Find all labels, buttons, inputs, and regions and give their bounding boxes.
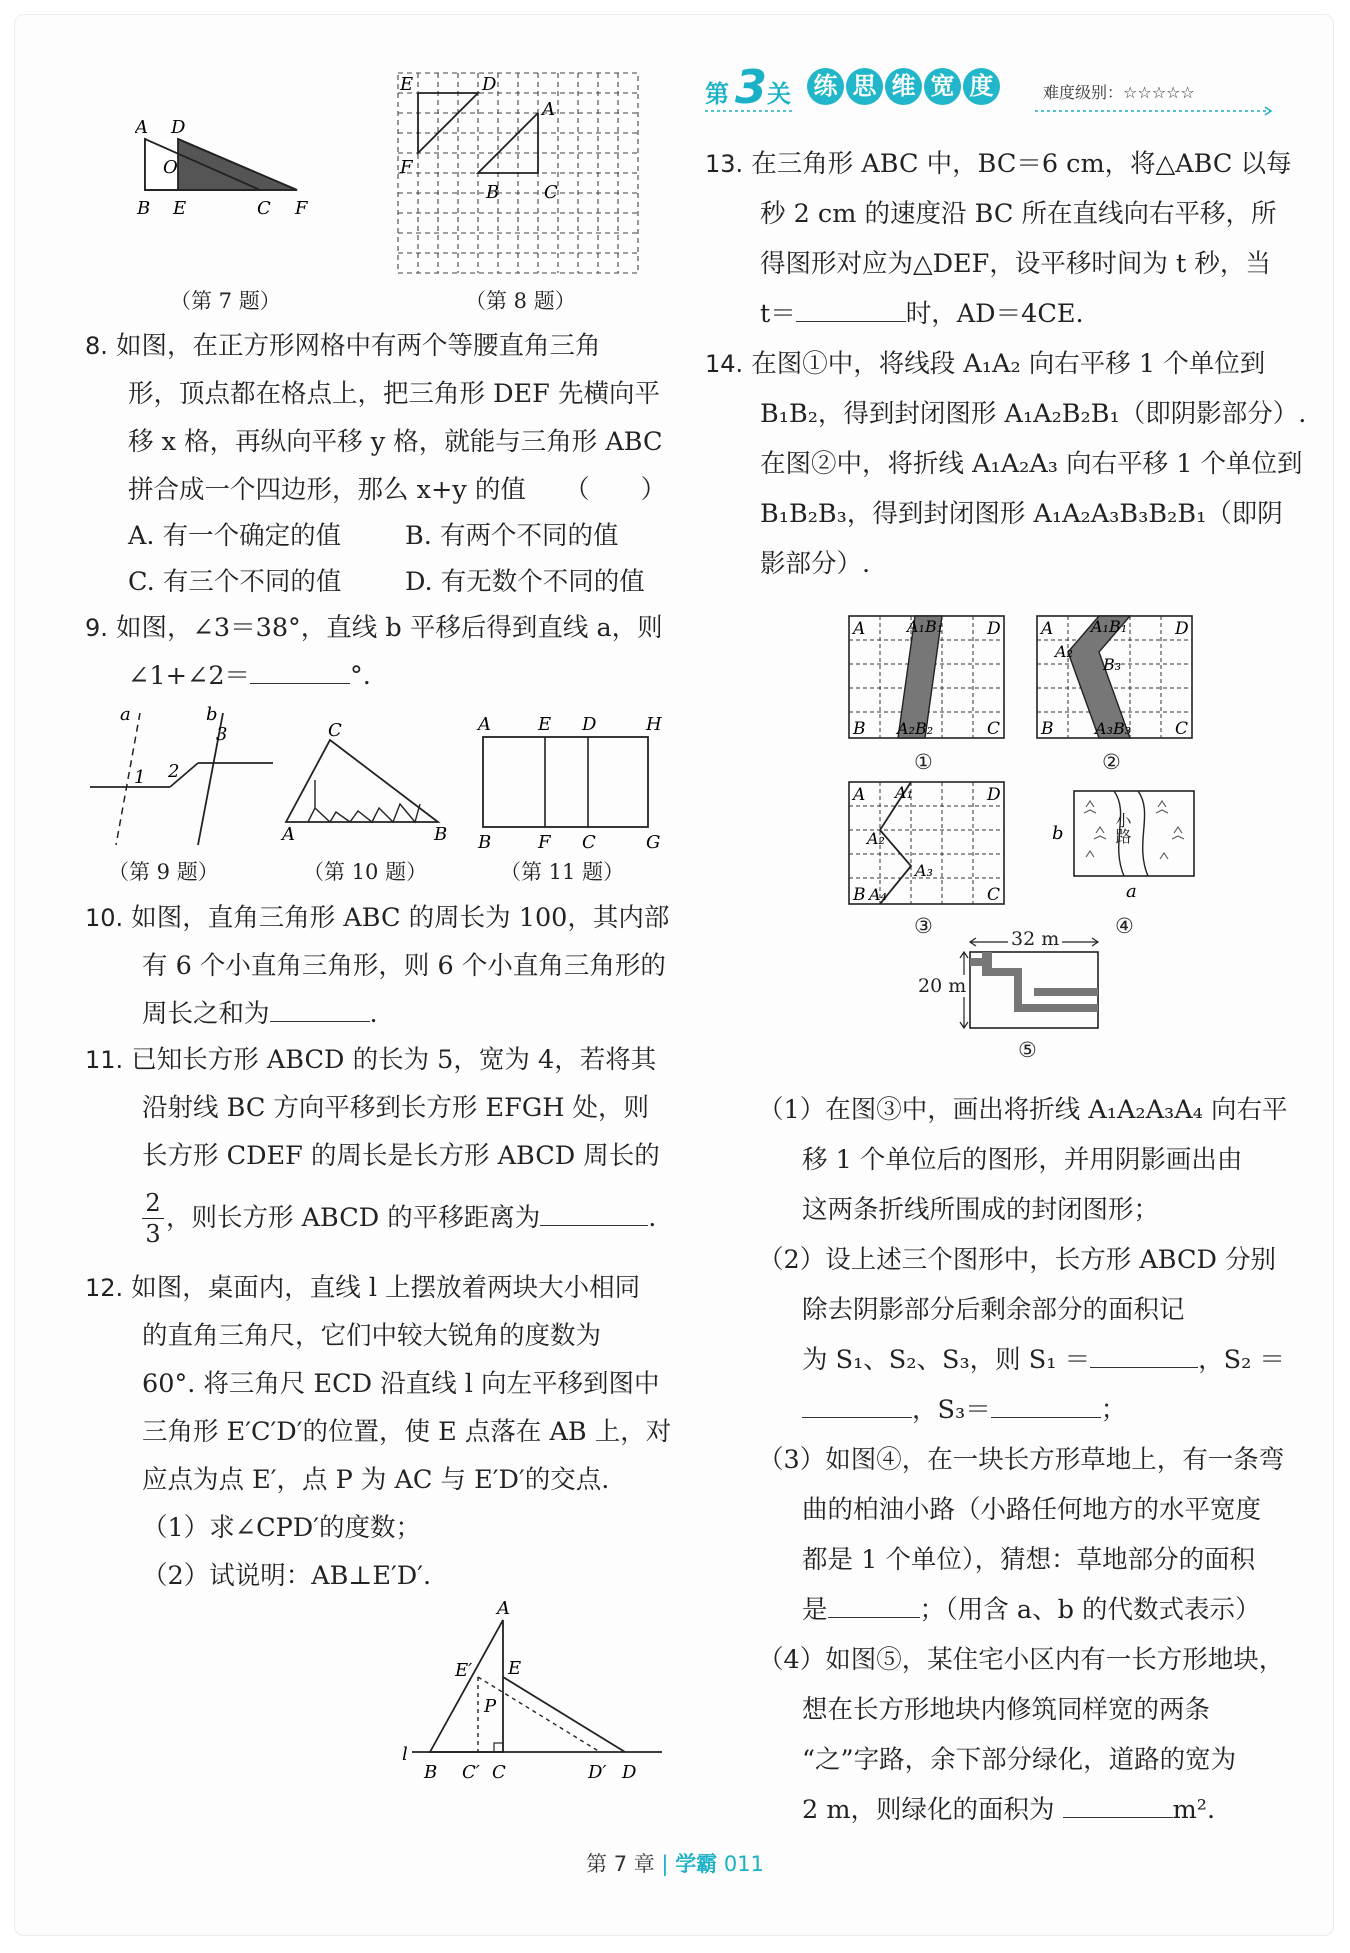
figure-q8 xyxy=(390,68,650,278)
s1-answer-blank[interactable] xyxy=(1090,1337,1198,1368)
caption-q10: （第 10 题） xyxy=(303,860,428,884)
svg-text:A: A xyxy=(853,785,866,805)
q12-line5: 应点为点 E′，点 P 为 AC 与 E′D′的交点. xyxy=(142,1465,610,1495)
svg-text:A₂B₂: A₂B₂ xyxy=(897,719,934,738)
svg-text:A₂: A₂ xyxy=(1055,642,1073,661)
svg-text:B: B xyxy=(137,198,151,219)
section-header xyxy=(705,60,1280,116)
q8-option-d: D. 有无数个不同的值 xyxy=(405,567,645,597)
svg-text:D: D xyxy=(482,74,497,95)
page-footer xyxy=(0,1848,1350,1878)
figure-14-2 xyxy=(1033,612,1198,742)
q14-sub2-line2: 除去阴影部分后剩余部分的面积记 xyxy=(802,1295,1185,1325)
svg-text:C′: C′ xyxy=(462,1762,480,1783)
q14-line2: B₁B₂，得到封闭图形 A₁A₂B₂B₁（即阴影部分）. xyxy=(760,399,1307,429)
figure-14-5-height: 20 m xyxy=(918,975,967,997)
q14-sub3-line2: 曲的柏油小路（小路任何地方的水平宽度 xyxy=(802,1495,1262,1525)
q14-sub4-line3: “之”字路，余下部分绿化，道路的宽为 xyxy=(802,1745,1237,1775)
svg-text:B: B xyxy=(853,719,866,739)
svg-text:D: D xyxy=(987,619,1001,639)
svg-text:D: D xyxy=(582,714,597,735)
svg-text:C: C xyxy=(1175,719,1189,739)
header-prefix: 第 xyxy=(705,80,729,108)
svg-text:B: B xyxy=(424,1762,438,1783)
svg-text:A: A xyxy=(478,714,491,735)
figure-14-1 xyxy=(845,612,1010,742)
title-char: 练 xyxy=(807,68,844,105)
svg-text:E: E xyxy=(538,714,552,735)
q10-answer-blank[interactable] xyxy=(270,991,370,1022)
svg-text:D: D xyxy=(622,1762,637,1783)
figure-14-3-label: ③ xyxy=(914,914,933,938)
figure-14-4-label: ④ xyxy=(1115,914,1134,938)
q8-option-c: C. 有三个不同的值 xyxy=(128,567,342,597)
svg-text:B: B xyxy=(434,824,448,842)
q14-sub1-line1: （1）在图③中，画出将折线 A₁A₂A₃A₄ 向右平 xyxy=(758,1095,1288,1125)
caption-q7: （第 7 题） xyxy=(170,289,281,313)
svg-text:B: B xyxy=(853,885,866,905)
figure-q11 xyxy=(470,712,670,852)
svg-text:B: B xyxy=(1041,719,1054,739)
q11-answer-blank[interactable] xyxy=(540,1195,648,1226)
footer-separator: | xyxy=(661,1852,669,1876)
title-char: 度 xyxy=(963,68,1000,105)
footer-chapter: 第 7 章 xyxy=(586,1852,655,1876)
figure-q7 xyxy=(135,115,335,225)
svg-text:C: C xyxy=(582,832,596,852)
svg-text:C: C xyxy=(328,722,342,741)
title-char: 宽 xyxy=(924,68,961,105)
q14-sub3-line1: （3）如图④，在一块长方形草地上，有一条弯 xyxy=(758,1445,1285,1475)
svg-text:D: D xyxy=(987,785,1001,805)
svg-text:A: A xyxy=(1041,619,1054,639)
svg-text:A: A xyxy=(135,117,148,138)
svg-text:A₁B₁: A₁B₁ xyxy=(1091,617,1128,636)
q14-sub2-line1: （2）设上述三个图形中，长方形 ABCD 分别 xyxy=(758,1245,1277,1275)
q10-line1: 10. 如图，直角三角形 ABC 的周长为 100，其内部 xyxy=(85,903,670,933)
svg-text:E: E xyxy=(400,74,414,95)
title-char: 维 xyxy=(885,68,922,105)
caption-q9: （第 9 题） xyxy=(108,860,219,884)
footer-brand: 学霸 xyxy=(675,1852,718,1876)
svg-text:A₃: A₃ xyxy=(915,861,933,880)
svg-text:C: C xyxy=(987,719,1001,739)
svg-text:D: D xyxy=(1175,619,1189,639)
q12-line1: 12. 如图，桌面内，直线 l 上摆放着两块大小相同 xyxy=(85,1273,641,1303)
q14-line1: 14. 在图①中，将线段 A₁A₂ 向右平移 1 个单位到 xyxy=(705,349,1266,379)
q14-sub2-line3: 为 S₁、S₂、S₃，则 S₁ ＝ ，S₂ ＝ xyxy=(802,1336,1285,1384)
q12-line4: 三角形 E′C′D′的位置，使 E 点落在 AB 上，对 xyxy=(142,1417,672,1447)
q8-line1: 8. 如图，在正方形网格中有两个等腰直角三角 xyxy=(85,331,601,361)
q10-line2: 有 6 个小直角三角形，则 6 个小直角三角形的 xyxy=(142,951,666,981)
q8-line4: 拼合成一个四边形，那么 x+y 的值 （ ） xyxy=(128,475,667,505)
svg-text:E: E xyxy=(508,1658,522,1679)
svg-text:C: C xyxy=(987,885,1001,905)
q10-line3: 周长之和为 . xyxy=(142,990,378,1038)
figure-14-5-width: 32 m xyxy=(1008,928,1062,950)
figure-14-1-label: ① xyxy=(914,750,933,774)
q9-line2: ∠1+∠2＝ °. xyxy=(128,652,371,700)
svg-text:C: C xyxy=(492,1762,506,1783)
q11-line1: 11. 已知长方形 ABCD 的长为 5，宽为 4，若将其 xyxy=(85,1045,657,1075)
q14-sub1-line3: 这两条折线所围成的封闭图形； xyxy=(802,1195,1160,1225)
svg-text:A₁: A₁ xyxy=(895,783,913,802)
q12-sub2: （2）试说明：AB⊥E′D′. xyxy=(142,1561,432,1591)
fraction-numerator: 2 xyxy=(142,1188,164,1219)
svg-text:2: 2 xyxy=(168,761,180,782)
q12-line3: 60°. 将三角尺 ECD 沿直线 l 向左平移到图中 xyxy=(142,1369,660,1399)
svg-text:a: a xyxy=(1126,881,1137,902)
svg-text:1: 1 xyxy=(134,767,146,788)
svg-text:E′: E′ xyxy=(455,1660,473,1681)
q13-answer-blank[interactable] xyxy=(796,291,906,322)
q14-sub1-line2: 移 1 个单位后的图形，并用阴影画出由 xyxy=(802,1145,1243,1175)
q14-line5: 影部分）. xyxy=(760,549,871,579)
q13-line1: 13. 在三角形 ABC 中，BC＝6 cm，将△ABC 以每 xyxy=(705,149,1292,179)
svg-text:B: B xyxy=(478,832,492,852)
svg-text:G: G xyxy=(646,832,661,852)
figure-14-2-label: ② xyxy=(1102,750,1121,774)
q14-sub4-line1: （4）如图⑤，某住宅小区内有一长方形地块， xyxy=(758,1645,1285,1675)
svg-text:l: l xyxy=(402,1744,408,1765)
figure-14-5-label: ⑤ xyxy=(1018,1038,1037,1062)
q12-line2: 的直角三角尺，它们中较大锐角的度数为 xyxy=(142,1321,602,1351)
svg-text:A: A xyxy=(853,619,866,639)
svg-text:F: F xyxy=(538,832,551,852)
q13-line2: 秒 2 cm 的速度沿 BC 所在直线向右平移，所 xyxy=(760,199,1277,229)
svg-text:C: C xyxy=(257,198,271,219)
svg-text:b: b xyxy=(1052,823,1064,844)
figure-q10 xyxy=(278,722,458,842)
difficulty-label: 难度级别：☆☆☆☆☆ xyxy=(1043,83,1195,102)
q8-option-b: B. 有两个不同的值 xyxy=(405,521,619,551)
fraction-denominator: 3 xyxy=(145,1220,161,1248)
caption-q11: （第 11 题） xyxy=(500,860,625,884)
figure-14-3 xyxy=(845,778,1010,908)
header-suffix: 关 xyxy=(767,80,791,108)
svg-text:B: B xyxy=(486,182,500,203)
q14-line4: B₁B₂B₃，得到封闭图形 A₁A₂A₃B₃B₂B₁（即阴 xyxy=(760,499,1283,529)
svg-text:O: O xyxy=(163,157,178,178)
q9-line1: 9. 如图，∠3＝38°，直线 b 平移后得到直线 a，则 xyxy=(85,613,663,643)
q12-sub1: （1）求∠CPD′的度数； xyxy=(142,1513,421,1543)
s3-answer-blank[interactable] xyxy=(991,1387,1101,1418)
svg-text:A₄: A₄ xyxy=(869,885,887,904)
q14-sub4-line2: 想在长方形地块内修筑同样宽的两条 xyxy=(802,1695,1211,1725)
svg-text:H: H xyxy=(646,714,662,735)
svg-text:A: A xyxy=(282,824,295,842)
s2-answer-blank[interactable] xyxy=(802,1387,912,1418)
svg-text:B₃: B₃ xyxy=(1103,655,1122,674)
grass-area-answer-blank[interactable] xyxy=(828,1587,920,1618)
q11-line2: 沿射线 BC 方向平移到长方形 EFGH 处，则 xyxy=(142,1093,650,1123)
q14-sub3-line4: 是 ；（用含 a、b 的代数式表示） xyxy=(802,1586,1261,1634)
svg-text:F: F xyxy=(295,198,308,219)
svg-text:3: 3 xyxy=(216,724,228,745)
svg-text:A₁B₁: A₁B₁ xyxy=(907,617,944,636)
svg-text:b: b xyxy=(206,705,218,725)
q11-line4: ，则长方形 ABCD 的平移距离为 . xyxy=(166,1194,656,1242)
svg-text:A: A xyxy=(497,1600,510,1619)
q9-answer-blank[interactable] xyxy=(250,653,350,684)
q11-line3: 长方形 CDEF 的周长是长方形 ABCD 周长的 xyxy=(142,1141,660,1171)
q14-sub4-line4: 2 m，则绿化的面积为 m². xyxy=(802,1786,1215,1834)
q13-line4: t＝ 时，AD＝4CE. xyxy=(760,290,1084,338)
header-num: 3 xyxy=(735,60,768,114)
green-area-answer-blank[interactable] xyxy=(1063,1787,1173,1818)
svg-text:a: a xyxy=(120,705,131,725)
figure-q9 xyxy=(88,705,278,850)
q13-line3: 得图形对应为△DEF，设平移时间为 t 秒，当 xyxy=(760,249,1271,279)
svg-text:F: F xyxy=(400,157,413,178)
figure-14-4-road-label: 小路 xyxy=(1113,812,1132,844)
svg-text:A₃B₃: A₃B₃ xyxy=(1095,719,1132,738)
q14-sub2-line4: ，S₃＝ ； xyxy=(802,1386,1126,1434)
svg-text:D: D xyxy=(171,117,186,138)
header-divider xyxy=(705,106,1280,118)
svg-text:P: P xyxy=(484,1696,497,1717)
svg-text:E: E xyxy=(173,198,187,219)
q11-fraction xyxy=(142,1188,164,1249)
caption-q8: （第 8 题） xyxy=(465,289,576,313)
svg-text:C: C xyxy=(544,182,558,203)
figure-q12 xyxy=(400,1600,670,1790)
q8-line2: 形，顶点都在格点上，把三角形 DEF 先横向平 xyxy=(128,379,660,409)
q8-line3: 移 x 格，再纵向平移 y 格，就能与三角形 ABC xyxy=(128,427,663,457)
svg-text:D′: D′ xyxy=(588,1762,607,1783)
svg-text:A₂: A₂ xyxy=(867,829,885,848)
q8-option-a: A. 有一个确定的值 xyxy=(128,521,342,551)
svg-text:A: A xyxy=(542,99,555,120)
header-title xyxy=(807,68,1002,105)
q14-line3: 在图②中，将折线 A₁A₂A₃ 向右平移 1 个单位到 xyxy=(760,449,1303,479)
q14-sub3-line3: 都是 1 个单位），猜想：草地部分的面积 xyxy=(802,1545,1256,1575)
footer-page-number: 011 xyxy=(723,1852,764,1876)
title-char: 思 xyxy=(846,68,883,105)
